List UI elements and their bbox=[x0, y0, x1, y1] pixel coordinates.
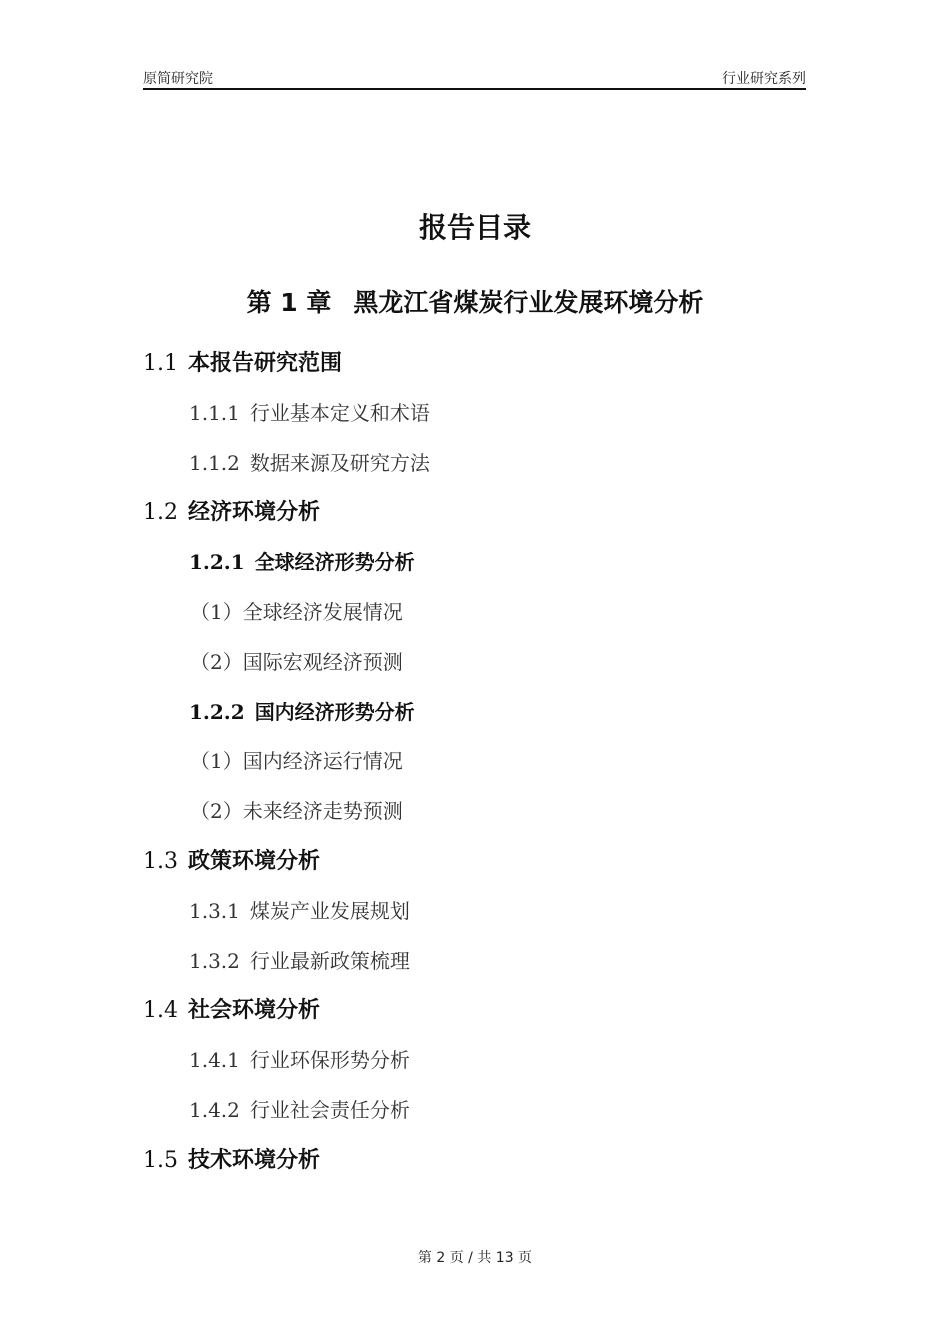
toc-entry-title: 全球经济形势分析 bbox=[254, 550, 415, 575]
toc-entry-number: 1.1.1 bbox=[189, 400, 240, 425]
toc-entry-number: 1.2 bbox=[143, 500, 178, 526]
toc-entry[interactable] bbox=[0, 887, 950, 937]
toc-entry-number: 1.2.1 bbox=[189, 550, 245, 575]
chapter-heading bbox=[0, 283, 950, 319]
toc-entry[interactable] bbox=[0, 1136, 950, 1186]
toc-entry[interactable] bbox=[0, 688, 950, 738]
toc-entry-number: 1.3.2 bbox=[189, 948, 240, 973]
toc-entry-number: 1.4.2 bbox=[189, 1097, 240, 1122]
table-of-contents bbox=[0, 339, 950, 1186]
toc-entry-title: 本报告研究范围 bbox=[188, 351, 343, 376]
toc-entry[interactable] bbox=[0, 986, 950, 1036]
toc-entry-number: 1.1.2 bbox=[189, 450, 240, 475]
toc-entry[interactable] bbox=[0, 937, 950, 987]
toc-entry-title: 行业基本定义和术语 bbox=[249, 400, 430, 425]
toc-entry[interactable] bbox=[0, 1036, 950, 1086]
toc-entry-number: 1.5 bbox=[143, 1147, 178, 1173]
toc-entry-title: 国内经济形势分析 bbox=[254, 699, 415, 724]
header-rule bbox=[143, 88, 806, 90]
toc-entry-number: 1.4 bbox=[143, 998, 178, 1024]
toc-entry[interactable] bbox=[0, 1086, 950, 1136]
toc-entry-number: 1.2.2 bbox=[189, 699, 245, 724]
toc-entry-title: （1）国内经济运行情况 bbox=[190, 749, 403, 774]
toc-entry[interactable] bbox=[0, 439, 950, 489]
toc-entry[interactable] bbox=[0, 389, 950, 439]
toc-entry[interactable] bbox=[0, 737, 950, 787]
page-title: 报告目录 bbox=[418, 211, 531, 244]
toc-entry-title: （1）全球经济发展情况 bbox=[190, 599, 403, 624]
toc-entry-title: （2）国际宏观经济预测 bbox=[190, 649, 403, 674]
chapter-number: 第 1 章 bbox=[246, 288, 332, 317]
toc-entry-title: 社会环境分析 bbox=[188, 998, 321, 1024]
toc-entry[interactable] bbox=[0, 488, 950, 538]
page-number: 第 2 页 / 共 13 页 bbox=[417, 1250, 533, 1266]
toc-entry-number: 1.4.1 bbox=[189, 1048, 240, 1073]
toc-entry[interactable] bbox=[0, 787, 950, 837]
toc-entry-title: 技术环境分析 bbox=[188, 1147, 321, 1173]
header-series-name: 行业研究系列 bbox=[722, 71, 806, 87]
toc-entry-title: 行业社会责任分析 bbox=[249, 1097, 410, 1122]
toc-entry-number: 1.1 bbox=[143, 351, 178, 376]
toc-entry-title: 行业最新政策梳理 bbox=[249, 948, 410, 973]
toc-entry-number: 1.3.1 bbox=[189, 898, 240, 923]
toc-entry[interactable] bbox=[0, 538, 950, 588]
toc-entry-number: 1.3 bbox=[143, 848, 178, 874]
toc-entry-title: 政策环境分析 bbox=[188, 848, 321, 874]
toc-entry-title: 数据来源及研究方法 bbox=[249, 450, 430, 475]
chapter-title: 黑龙江省煤炭行业发展环境分析 bbox=[353, 288, 704, 317]
toc-entry-title: 煤炭产业发展规划 bbox=[249, 898, 410, 923]
toc-entry-title: （2）未来经济走势预测 bbox=[190, 799, 403, 824]
toc-entry[interactable] bbox=[0, 588, 950, 638]
toc-entry-title: 行业环保形势分析 bbox=[249, 1048, 410, 1073]
toc-entry[interactable] bbox=[0, 837, 950, 887]
toc-entry-title: 经济环境分析 bbox=[188, 500, 321, 526]
toc-entry[interactable] bbox=[0, 638, 950, 688]
toc-entry[interactable] bbox=[0, 339, 950, 389]
header-org-name: 原简研究院 bbox=[143, 71, 213, 87]
